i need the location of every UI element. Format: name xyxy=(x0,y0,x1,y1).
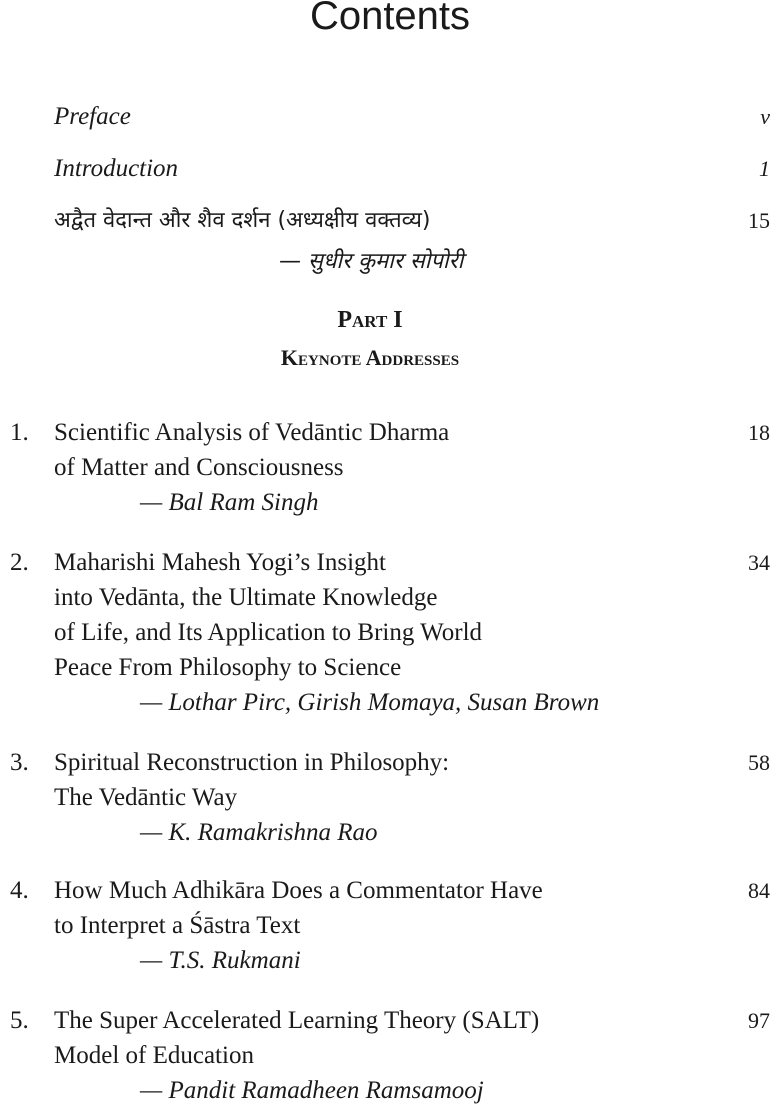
entry-author: — सुधीर कुमार सोपोरी xyxy=(279,249,464,274)
page-number: 15 xyxy=(748,208,770,233)
entry-title-line: The Super Accelerated Learning Theory (SALT) xyxy=(54,1007,540,1034)
entry-title-line: into Vedānta, the Ultimate Knowledge xyxy=(54,584,438,611)
page-number: 58 xyxy=(748,750,770,775)
entry-title-line: The Vedāntic Way xyxy=(54,784,238,811)
toc-entry-hindi[interactable] xyxy=(54,203,770,279)
entry-title-line: Model of Education xyxy=(54,1042,254,1069)
entry-author: — Pandit Ramadheen Ramsamooj xyxy=(140,1077,484,1104)
entry-title-line: Scientific Analysis of Vedāntic Dharma xyxy=(54,419,450,446)
entry-title-line: Maharishi Mahesh Yogi’s Insight xyxy=(54,549,386,576)
entry-number: 5. xyxy=(10,1007,29,1034)
entry-title-line: Peace From Philosophy to Science xyxy=(54,654,402,681)
entry-title: अद्वैत वेदान्त और शैव दर्शन (अध्यक्षीय वक्तव्य) xyxy=(54,208,431,233)
page-number: 1 xyxy=(759,156,770,181)
toc-entry[interactable] xyxy=(10,873,770,978)
entry-title: Preface xyxy=(54,103,131,130)
toc-entry[interactable] xyxy=(10,745,770,850)
entry-number: 2. xyxy=(10,549,29,576)
part-label: Part I xyxy=(337,307,403,333)
entry-title-line: of Matter and Consciousness xyxy=(54,454,344,481)
page-number: 84 xyxy=(748,878,770,903)
toc-entry[interactable] xyxy=(10,415,770,520)
entry-title-line: to Interpret a Śāstra Text xyxy=(54,912,301,939)
toc-entry-introduction[interactable] xyxy=(54,151,770,186)
page-number: 97 xyxy=(748,1008,770,1033)
toc-entry-preface[interactable] xyxy=(54,99,770,134)
toc-entry[interactable] xyxy=(10,545,770,720)
entry-title-line: Spiritual Reconstruction in Philosophy: xyxy=(54,749,450,776)
entry-author: — Bal Ram Singh xyxy=(140,489,319,516)
toc-entry[interactable] xyxy=(10,1003,770,1108)
entry-author: — Lothar Pirc, Girish Momaya, Susan Brown xyxy=(140,689,600,716)
entry-number: 4. xyxy=(10,877,29,904)
entry-title: Introduction xyxy=(54,155,179,182)
entry-number: 3. xyxy=(10,749,29,776)
page-title: Contents xyxy=(309,0,471,38)
entry-title-line: How Much Adhikāra Does a Commentator Have xyxy=(54,877,543,904)
page-number: v xyxy=(760,104,770,129)
part-name: Keynote Addresses xyxy=(280,345,460,370)
entry-author: — T.S. Rukmani xyxy=(140,947,301,974)
page-number: 34 xyxy=(748,550,770,575)
entry-number: 1. xyxy=(10,419,29,446)
entry-author: — K. Ramakrishna Rao xyxy=(140,819,378,846)
entry-title-line: of Life, and Its Application to Bring World xyxy=(54,619,483,646)
page-number: 18 xyxy=(748,420,770,445)
